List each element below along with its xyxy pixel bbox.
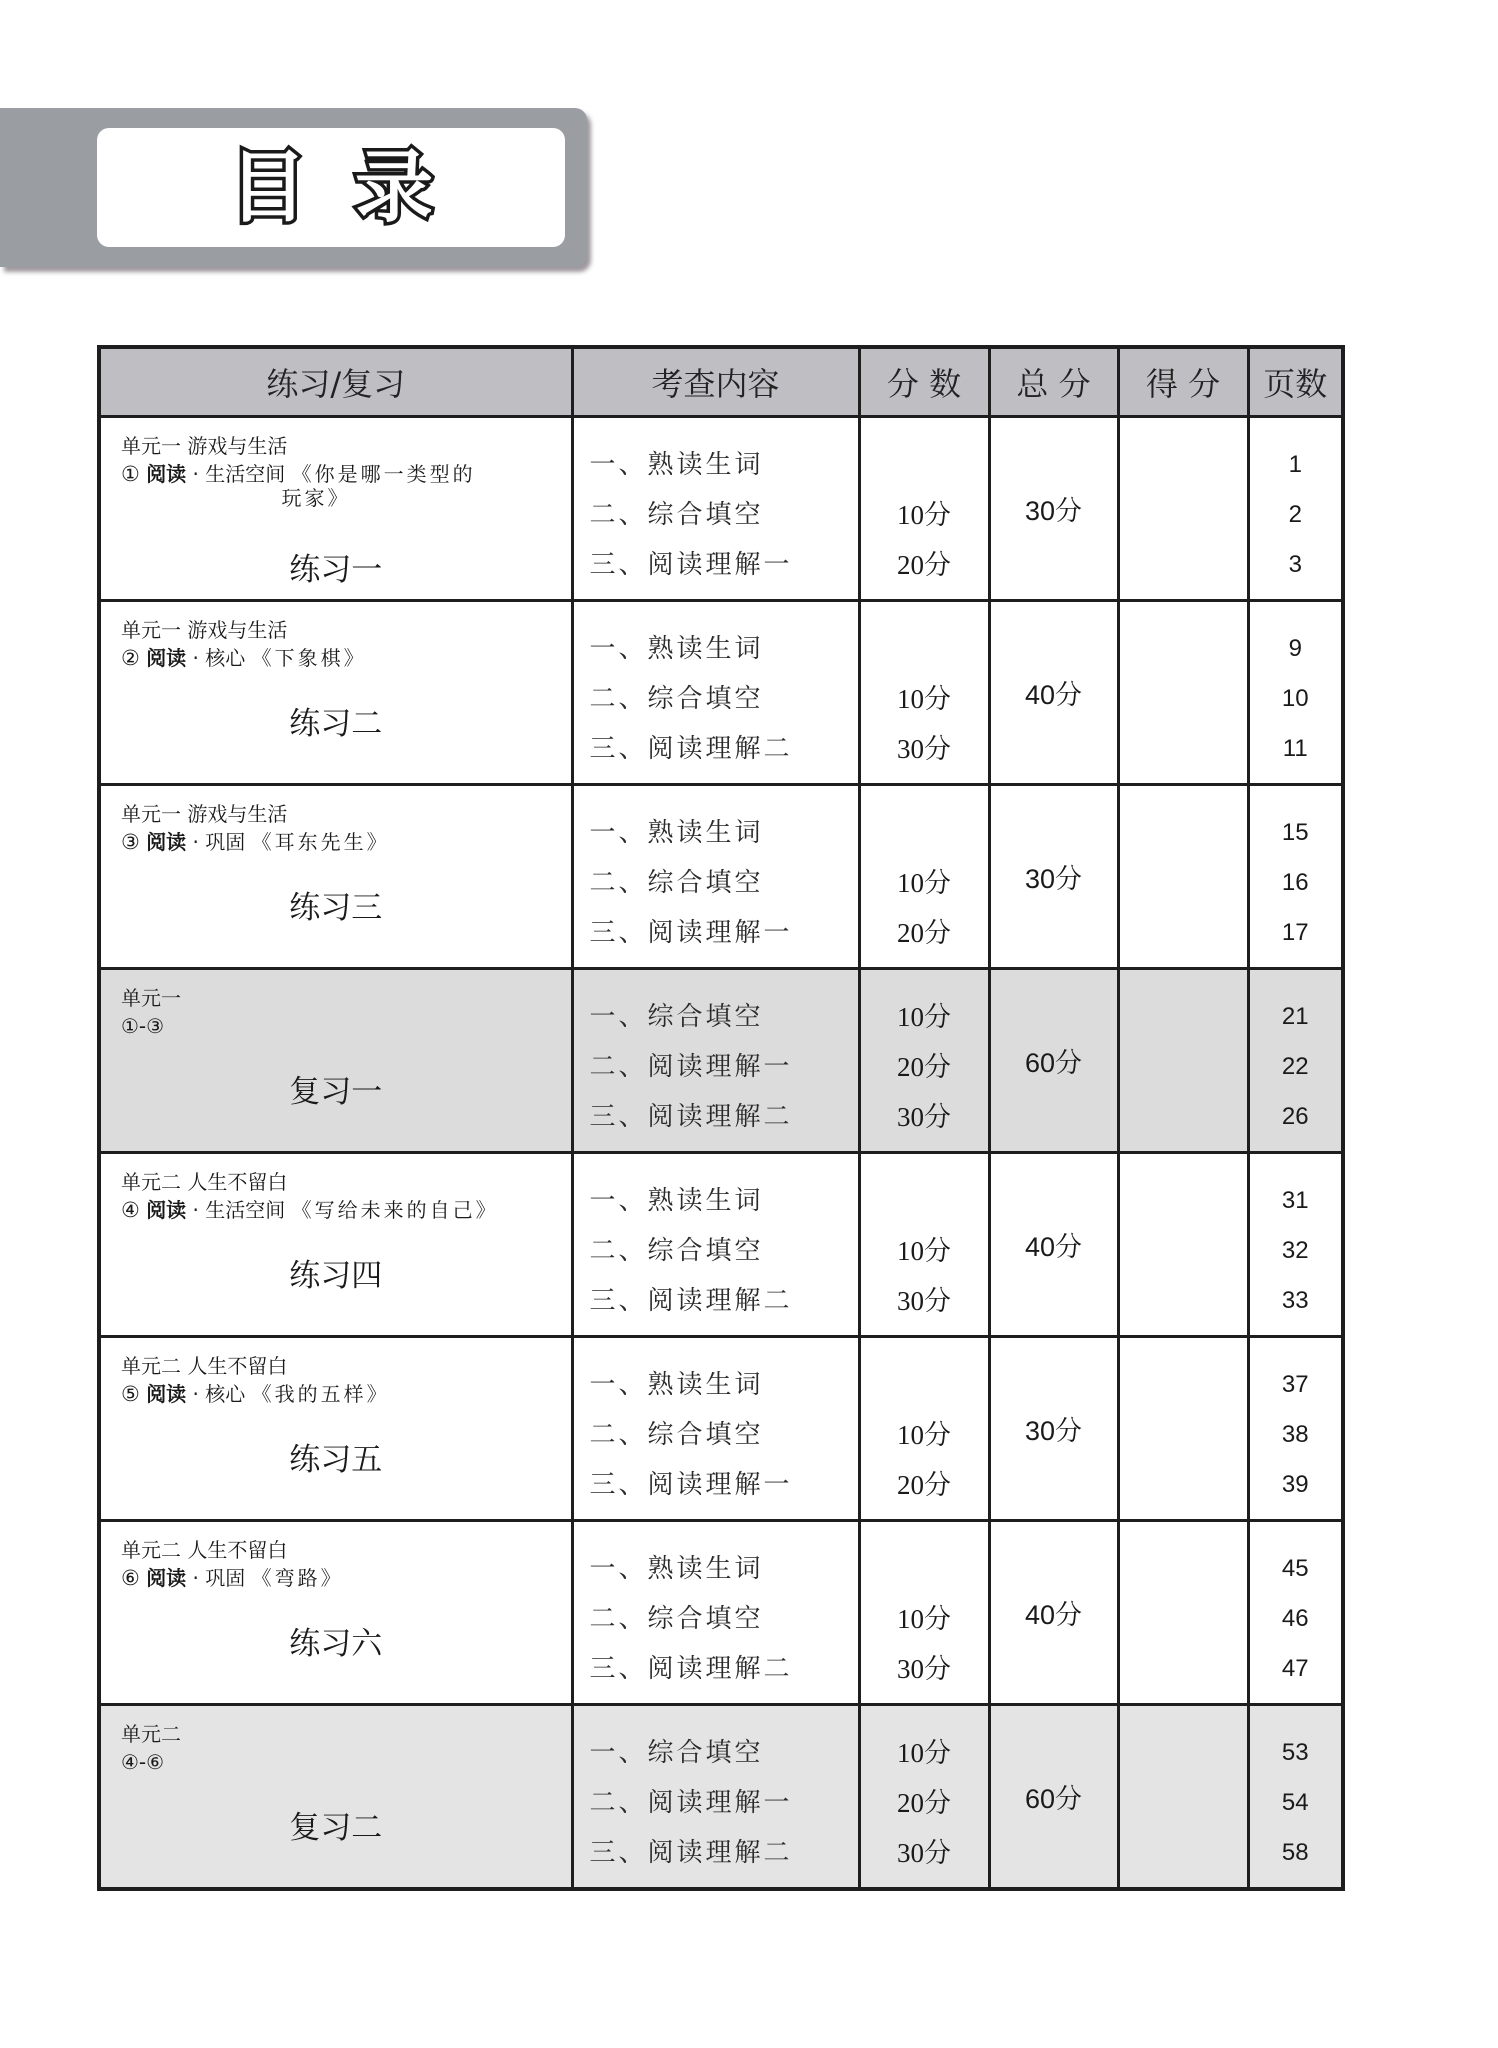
exercise-title: 练习五 <box>289 1442 383 1478</box>
content-cell <box>572 1337 859 1521</box>
score-list <box>861 786 988 958</box>
book-title: 《你是哪一类型的 <box>291 462 476 486</box>
total-score: 30分 <box>989 417 1118 601</box>
score-line: 10分 <box>897 868 951 898</box>
exercise-cell <box>99 601 572 785</box>
earned-score[interactable] <box>1118 785 1248 969</box>
book-title-cont: 玩家》 <box>281 486 351 510</box>
page-list <box>1250 970 1342 1142</box>
item-line: 三、阅读理解二 <box>589 734 793 764</box>
book-title: 《下象棋》 <box>251 646 367 670</box>
toc-table <box>97 345 1345 1891</box>
item-line: 二、综合填空 <box>589 684 764 714</box>
score-list <box>861 1338 988 1510</box>
score-line: 20分 <box>897 1052 951 1082</box>
unit-label: 单元二 人生不留白 <box>121 1354 288 1378</box>
page-cell <box>1248 1337 1343 1521</box>
table-row <box>99 1153 1343 1337</box>
total-score: 40分 <box>989 1153 1118 1337</box>
lesson-label <box>121 646 541 670</box>
book-title: 《耳东先生》 <box>251 830 390 854</box>
score-cell <box>859 969 989 1153</box>
separator: · <box>186 1566 206 1590</box>
unit-label: 单元二 人生不留白 <box>121 1170 288 1194</box>
content-cell <box>572 1521 859 1705</box>
lesson-number: ① <box>121 462 140 486</box>
score-line <box>861 808 988 858</box>
score-cell <box>859 1705 989 1890</box>
score-list <box>861 1154 988 1326</box>
score-cell <box>859 1521 989 1705</box>
item-line: 二、综合填空 <box>589 868 764 898</box>
item-list <box>574 1522 858 1694</box>
exercise-cell <box>99 1521 572 1705</box>
score-line <box>861 624 988 674</box>
page-line: 21 <box>1281 1003 1309 1030</box>
review-cell <box>99 1705 572 1890</box>
exercise-title: 练习四 <box>289 1258 383 1294</box>
lesson-section: 核心 <box>205 646 246 670</box>
score-cell <box>859 1337 989 1521</box>
score-line <box>861 1176 988 1226</box>
exercise-cell <box>99 417 572 601</box>
score-line: 10分 <box>897 1420 951 1450</box>
lesson-kind: 阅读 <box>146 646 187 670</box>
unit-label: 单元二 <box>121 1722 181 1746</box>
unit-label: 单元二 人生不留白 <box>121 1538 288 1562</box>
header-earned: 得 分 <box>1118 347 1248 417</box>
earned-score[interactable] <box>1118 417 1248 601</box>
content-cell <box>572 1153 859 1337</box>
unit-label: 单元一 <box>121 986 181 1010</box>
page-cell <box>1248 601 1343 785</box>
item-line: 二、阅读理解一 <box>589 1788 793 1818</box>
page-line: 10 <box>1281 685 1309 712</box>
page-line: 45 <box>1281 1555 1309 1582</box>
score-cell <box>859 601 989 785</box>
unit-label: 单元一 游戏与生活 <box>121 618 288 642</box>
item-line: 三、阅读理解二 <box>589 1286 793 1316</box>
score-line: 30分 <box>897 1654 951 1684</box>
lesson-number: ⑥ <box>121 1566 140 1590</box>
page-cell <box>1248 1521 1343 1705</box>
score-line <box>861 440 988 490</box>
lesson-section: 巩固 <box>205 1566 246 1590</box>
page-list <box>1250 1154 1342 1326</box>
item-line: 一、熟读生词 <box>589 634 764 664</box>
earned-score[interactable] <box>1118 969 1248 1153</box>
separator: · <box>186 1382 206 1406</box>
header-total: 总 分 <box>989 347 1118 417</box>
table-row <box>99 417 1343 601</box>
earned-score[interactable] <box>1118 1521 1248 1705</box>
content-cell <box>572 785 859 969</box>
page-cell <box>1248 969 1343 1153</box>
score-line: 10分 <box>897 500 951 530</box>
page-list <box>1250 1522 1342 1694</box>
item-list <box>574 1154 858 1326</box>
page-line: 33 <box>1281 1287 1309 1314</box>
score-line: 20分 <box>897 550 951 580</box>
separator: · <box>186 646 206 670</box>
score-line: 10分 <box>897 1002 951 1032</box>
table-row <box>99 785 1343 969</box>
page-line: 22 <box>1281 1053 1309 1080</box>
separator: · <box>186 462 206 486</box>
exercise-cell <box>99 1337 572 1521</box>
item-line: 二、综合填空 <box>589 500 764 530</box>
unit-label: 单元一 游戏与生活 <box>121 802 288 826</box>
item-line: 一、综合填空 <box>589 1738 764 1768</box>
lesson-number: ④ <box>121 1198 140 1222</box>
score-line: 30分 <box>897 734 951 764</box>
item-line: 二、阅读理解一 <box>589 1052 793 1082</box>
page-line: 53 <box>1281 1739 1309 1766</box>
item-list <box>574 1706 858 1878</box>
table-row <box>99 1337 1343 1521</box>
book-title: 《弯路》 <box>251 1566 344 1590</box>
score-line: 20分 <box>897 1470 951 1500</box>
page-list <box>1250 418 1342 590</box>
item-line: 三、阅读理解一 <box>589 1470 793 1500</box>
score-list <box>861 1706 988 1878</box>
score-cell <box>859 1153 989 1337</box>
item-line: 二、综合填空 <box>589 1420 764 1450</box>
score-line: 10分 <box>897 1738 951 1768</box>
score-line <box>861 1544 988 1594</box>
unit-label: 单元一 游戏与生活 <box>121 434 288 458</box>
item-list <box>574 1338 858 1510</box>
table-row <box>99 1521 1343 1705</box>
lesson-section: 巩固 <box>205 830 246 854</box>
page-cell <box>1248 785 1343 969</box>
total-score: 60分 <box>989 969 1118 1153</box>
lesson-kind: 阅读 <box>146 1382 187 1406</box>
item-line: 三、阅读理解一 <box>589 550 793 580</box>
page-line: 38 <box>1281 1421 1309 1448</box>
lesson-kind: 阅读 <box>146 830 187 854</box>
score-line: 10分 <box>897 1236 951 1266</box>
page-line: 26 <box>1281 1103 1309 1130</box>
lesson-label <box>121 1382 541 1406</box>
table-row <box>99 601 1343 785</box>
item-list <box>574 786 858 958</box>
lesson-range: ①-③ <box>121 1014 165 1038</box>
page-line: 3 <box>1288 551 1302 578</box>
item-line: 一、熟读生词 <box>589 1370 764 1400</box>
exercise-title: 练习六 <box>289 1626 383 1662</box>
title-box <box>97 128 565 247</box>
lesson-number: ② <box>121 646 140 670</box>
review-cell <box>99 969 572 1153</box>
page-line: 46 <box>1281 1605 1309 1632</box>
earned-score[interactable] <box>1118 601 1248 785</box>
exercise-title: 练习三 <box>289 890 383 926</box>
item-line: 三、阅读理解二 <box>589 1102 793 1132</box>
page-list <box>1250 602 1342 774</box>
page-line: 16 <box>1281 869 1309 896</box>
content-cell <box>572 969 859 1153</box>
page-line: 39 <box>1281 1471 1309 1498</box>
table-row-review <box>99 969 1343 1153</box>
earned-score[interactable] <box>1118 1337 1248 1521</box>
content-cell <box>572 601 859 785</box>
page-line: 15 <box>1281 819 1309 846</box>
lesson-section: 核心 <box>205 1382 246 1406</box>
item-line: 一、熟读生词 <box>589 1186 764 1216</box>
book-title: 《写给未来的自己》 <box>291 1198 499 1222</box>
page-line: 32 <box>1281 1237 1309 1264</box>
score-list <box>861 418 988 590</box>
lesson-kind: 阅读 <box>146 462 187 486</box>
header-content: 考查内容 <box>572 347 859 417</box>
score-cell <box>859 417 989 601</box>
page-line: 58 <box>1281 1839 1309 1866</box>
separator: · <box>186 1198 206 1222</box>
lesson-number: ⑤ <box>121 1382 140 1406</box>
lesson-number: ③ <box>121 830 140 854</box>
score-line <box>861 1360 988 1410</box>
page-list <box>1250 1338 1342 1510</box>
page-cell <box>1248 417 1343 601</box>
item-line: 一、熟读生词 <box>589 450 764 480</box>
score-line: 20分 <box>897 918 951 948</box>
item-line: 一、熟读生词 <box>589 818 764 848</box>
item-line: 一、综合填空 <box>589 1002 764 1032</box>
total-score: 30分 <box>989 1337 1118 1521</box>
lesson-label <box>121 462 541 510</box>
score-cell <box>859 785 989 969</box>
earned-score[interactable] <box>1118 1705 1248 1890</box>
table-row-review <box>99 1705 1343 1890</box>
score-list <box>861 970 988 1142</box>
book-title: 《我的五样》 <box>251 1382 390 1406</box>
item-list <box>574 418 858 590</box>
header-row <box>99 347 1343 417</box>
page-cell <box>1248 1705 1343 1890</box>
page-line: 17 <box>1281 919 1309 946</box>
item-line: 三、阅读理解二 <box>589 1838 793 1868</box>
score-line: 30分 <box>897 1102 951 1132</box>
item-list <box>574 970 858 1142</box>
page-line: 11 <box>1282 735 1308 762</box>
page-line: 31 <box>1281 1187 1309 1214</box>
page-list <box>1250 786 1342 958</box>
total-score: 30分 <box>989 785 1118 969</box>
score-list <box>861 602 988 774</box>
lesson-label <box>121 1198 541 1222</box>
page-line: 9 <box>1288 635 1302 662</box>
lesson-label <box>121 830 541 854</box>
page-line: 54 <box>1281 1789 1309 1816</box>
exercise-title: 练习二 <box>289 706 383 742</box>
score-list <box>861 1522 988 1694</box>
exercise-title: 练习一 <box>289 552 383 588</box>
exercise-cell <box>99 1153 572 1337</box>
item-line: 一、熟读生词 <box>589 1554 764 1584</box>
total-score: 60分 <box>989 1705 1118 1890</box>
page-line: 47 <box>1281 1655 1309 1682</box>
header-exercise: 练习/复习 <box>99 347 572 417</box>
exercise-cell <box>99 785 572 969</box>
lesson-section: 生活空间 <box>205 462 286 486</box>
header-score: 分 数 <box>859 347 989 417</box>
content-cell <box>572 1705 859 1890</box>
page-line: 1 <box>1288 451 1302 478</box>
page-line: 2 <box>1288 501 1302 528</box>
separator: · <box>186 830 206 854</box>
total-score: 40分 <box>989 1521 1118 1705</box>
content-cell <box>572 417 859 601</box>
lesson-kind: 阅读 <box>146 1198 187 1222</box>
item-line: 三、阅读理解一 <box>589 918 793 948</box>
item-list <box>574 602 858 774</box>
lesson-range: ④-⑥ <box>121 1750 165 1774</box>
lesson-label <box>121 1566 541 1590</box>
score-line: 30分 <box>897 1286 951 1316</box>
total-score: 40分 <box>989 601 1118 785</box>
page-line: 37 <box>1281 1371 1309 1398</box>
page-list <box>1250 1706 1342 1878</box>
review-title: 复习一 <box>289 1074 383 1110</box>
header-page: 页数 <box>1248 347 1343 417</box>
page-title: 目录 <box>228 142 481 233</box>
lesson-kind: 阅读 <box>146 1566 187 1590</box>
lesson-section: 生活空间 <box>205 1198 286 1222</box>
score-line: 30分 <box>897 1838 951 1868</box>
score-line: 10分 <box>897 684 951 714</box>
review-title: 复习二 <box>289 1810 383 1846</box>
score-line: 10分 <box>897 1604 951 1634</box>
page-cell <box>1248 1153 1343 1337</box>
item-line: 三、阅读理解二 <box>589 1654 793 1684</box>
score-line: 20分 <box>897 1788 951 1818</box>
earned-score[interactable] <box>1118 1153 1248 1337</box>
item-line: 二、综合填空 <box>589 1236 764 1266</box>
item-line: 二、综合填空 <box>589 1604 764 1634</box>
